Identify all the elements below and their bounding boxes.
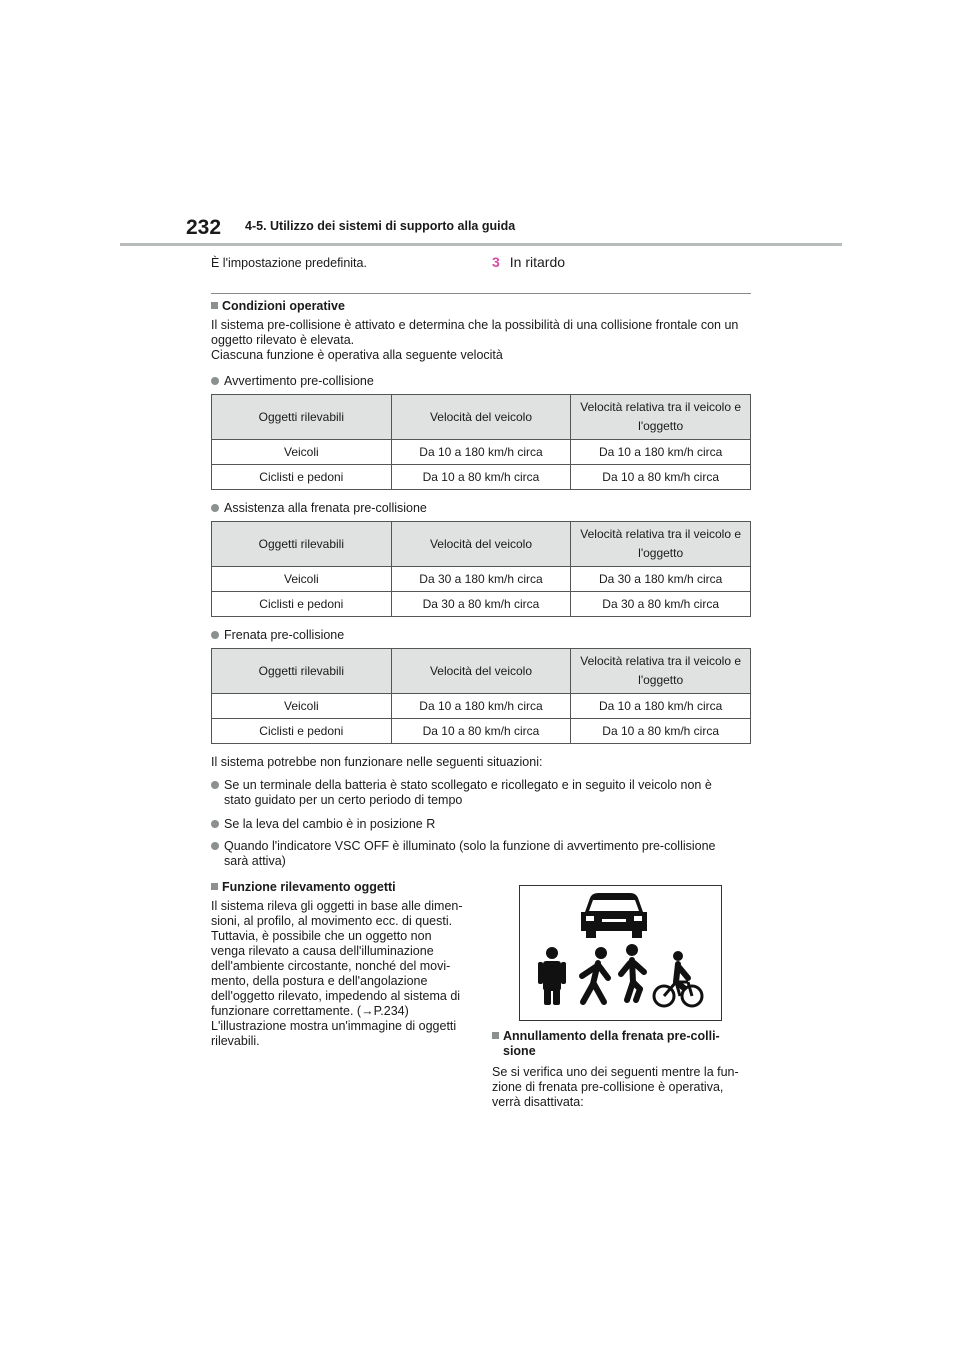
car-icon <box>581 893 647 938</box>
table-row <box>212 567 751 592</box>
detectable-objects-illustration <box>519 885 722 1021</box>
walking-person-icon <box>582 947 608 1002</box>
table2-title: Assistenza alla frenata pre-collisione <box>211 501 427 516</box>
detection-paragraph: Il sistema rileva gli oggetti in base alle dimen- sioni, al profilo, al movimento ecc. di questi. Tuttavia, è possibile che un oggetto non venga rilevato a causa dell'illuminazione dell'ambiente circostante, nonché del movi- mento, della postura e dell'angolazione dell'oggetto rilevato, impedendo al sistema di funzionare correttamente. (→P.234) L'illustrazione mostra un'immagine di oggetti rilevabili. <box>211 899 463 1048</box>
page-number: 232 <box>186 216 222 239</box>
table-header-row <box>212 649 751 694</box>
table-row <box>212 694 751 719</box>
section-title: 4-5. Utilizzo dei sistemi di supporto alla guida <box>245 219 516 233</box>
header-divider <box>120 243 842 246</box>
detection-heading: Funzione rilevamento oggetti <box>211 880 396 895</box>
table-cell: Ciclisti e pedoni <box>212 719 392 744</box>
round-bullet-icon <box>211 842 219 850</box>
table-cell: Da 10 a 80 km/h circa <box>571 719 751 744</box>
cancel-heading: Annullamento della frenata pre-colli- sione <box>492 1029 752 1059</box>
table-cell: Veicoli <box>212 440 392 465</box>
table-cell: Veicoli <box>212 694 392 719</box>
cyclist-icon <box>654 951 702 1006</box>
table-row <box>212 465 751 490</box>
conditions-heading: Condizioni operative <box>211 299 345 314</box>
section-divider <box>211 293 751 294</box>
malfunction-intro: Il sistema potrebbe non funzionare nelle seguenti situazioni: <box>211 755 543 769</box>
table-row <box>212 592 751 617</box>
table-cell: Da 30 a 180 km/h circa <box>391 567 571 592</box>
header-cell: Velocità relativa tra il veicolo e l'oggetto <box>571 649 751 694</box>
table1-title: Avvertimento pre-collisione <box>211 374 374 389</box>
malfunction-item: Se la leva del cambio è in posizione R <box>211 817 764 832</box>
round-bullet-icon <box>211 820 219 828</box>
header-cell: Velocità relativa tra il veicolo e l'oggetto <box>571 522 751 567</box>
table-cell: Da 10 a 180 km/h circa <box>391 440 571 465</box>
round-bullet-icon <box>211 377 219 385</box>
intro-left-text: È l'impostazione predefinita. <box>211 256 367 270</box>
item-number: 3 <box>492 254 500 270</box>
table-cell: Veicoli <box>212 567 392 592</box>
header-cell: Oggetti rilevabili <box>212 395 392 440</box>
table-header-row <box>212 522 751 567</box>
speed-table-braking <box>211 648 751 744</box>
table-cell: Da 30 a 80 km/h circa <box>391 592 571 617</box>
intro-right-item <box>492 254 565 271</box>
table-header-row <box>212 395 751 440</box>
malfunction-item: Se un terminale della batteria è stato scollegato e ricollegato e in seguito il veicolo non è stato guidato per un certo periodo di tempo <box>211 778 764 808</box>
square-bullet-icon <box>492 1032 499 1039</box>
square-bullet-icon <box>211 302 218 309</box>
table-cell: Da 30 a 80 km/h circa <box>571 592 751 617</box>
table-cell: Da 10 a 180 km/h circa <box>391 694 571 719</box>
table-cell: Da 10 a 80 km/h circa <box>391 465 571 490</box>
table-cell: Da 10 a 180 km/h circa <box>571 694 751 719</box>
table3-title: Frenata pre-collisione <box>211 628 344 643</box>
item-label: In ritardo <box>509 254 566 270</box>
speed-table-warning <box>211 394 751 490</box>
table-cell: Ciclisti e pedoni <box>212 592 392 617</box>
table-cell: Da 10 a 80 km/h circa <box>571 465 751 490</box>
running-person-icon <box>621 944 644 1000</box>
header-cell: Oggetti rilevabili <box>212 522 392 567</box>
round-bullet-icon <box>211 504 219 512</box>
table-row <box>212 440 751 465</box>
round-bullet-icon <box>211 781 219 789</box>
speed-table-brake-assist <box>211 521 751 617</box>
standing-person-icon <box>538 947 566 1005</box>
table-cell: Da 10 a 80 km/h circa <box>391 719 571 744</box>
table-row <box>212 719 751 744</box>
round-bullet-icon <box>211 631 219 639</box>
header-cell: Velocità del veicolo <box>391 395 571 440</box>
table-cell: Da 10 a 180 km/h circa <box>571 440 751 465</box>
cancel-paragraph: Se si verifica uno dei seguenti mentre la fun- zione di frenata pre-collisione è operativa, verrà disattivata: <box>492 1065 739 1109</box>
malfunction-item: Quando l'indicatore VSC OFF è illuminato (solo la funzione di avvertimento pre-collisione sarà attiva) <box>211 839 764 869</box>
square-bullet-icon <box>211 883 218 890</box>
header-cell: Oggetti rilevabili <box>212 649 392 694</box>
table-cell: Da 30 a 180 km/h circa <box>571 567 751 592</box>
conditions-paragraph: Il sistema pre-collisione è attivato e determina che la possibilità di una collisione frontale con un oggetto rilevato è elevata. Ciascuna funzione è operativa alla seguente velocità <box>211 318 739 362</box>
header-cell: Velocità del veicolo <box>391 522 571 567</box>
table-cell: Ciclisti e pedoni <box>212 465 392 490</box>
header-cell: Velocità relativa tra il veicolo e l'oggetto <box>571 395 751 440</box>
header-cell: Velocità del veicolo <box>391 649 571 694</box>
